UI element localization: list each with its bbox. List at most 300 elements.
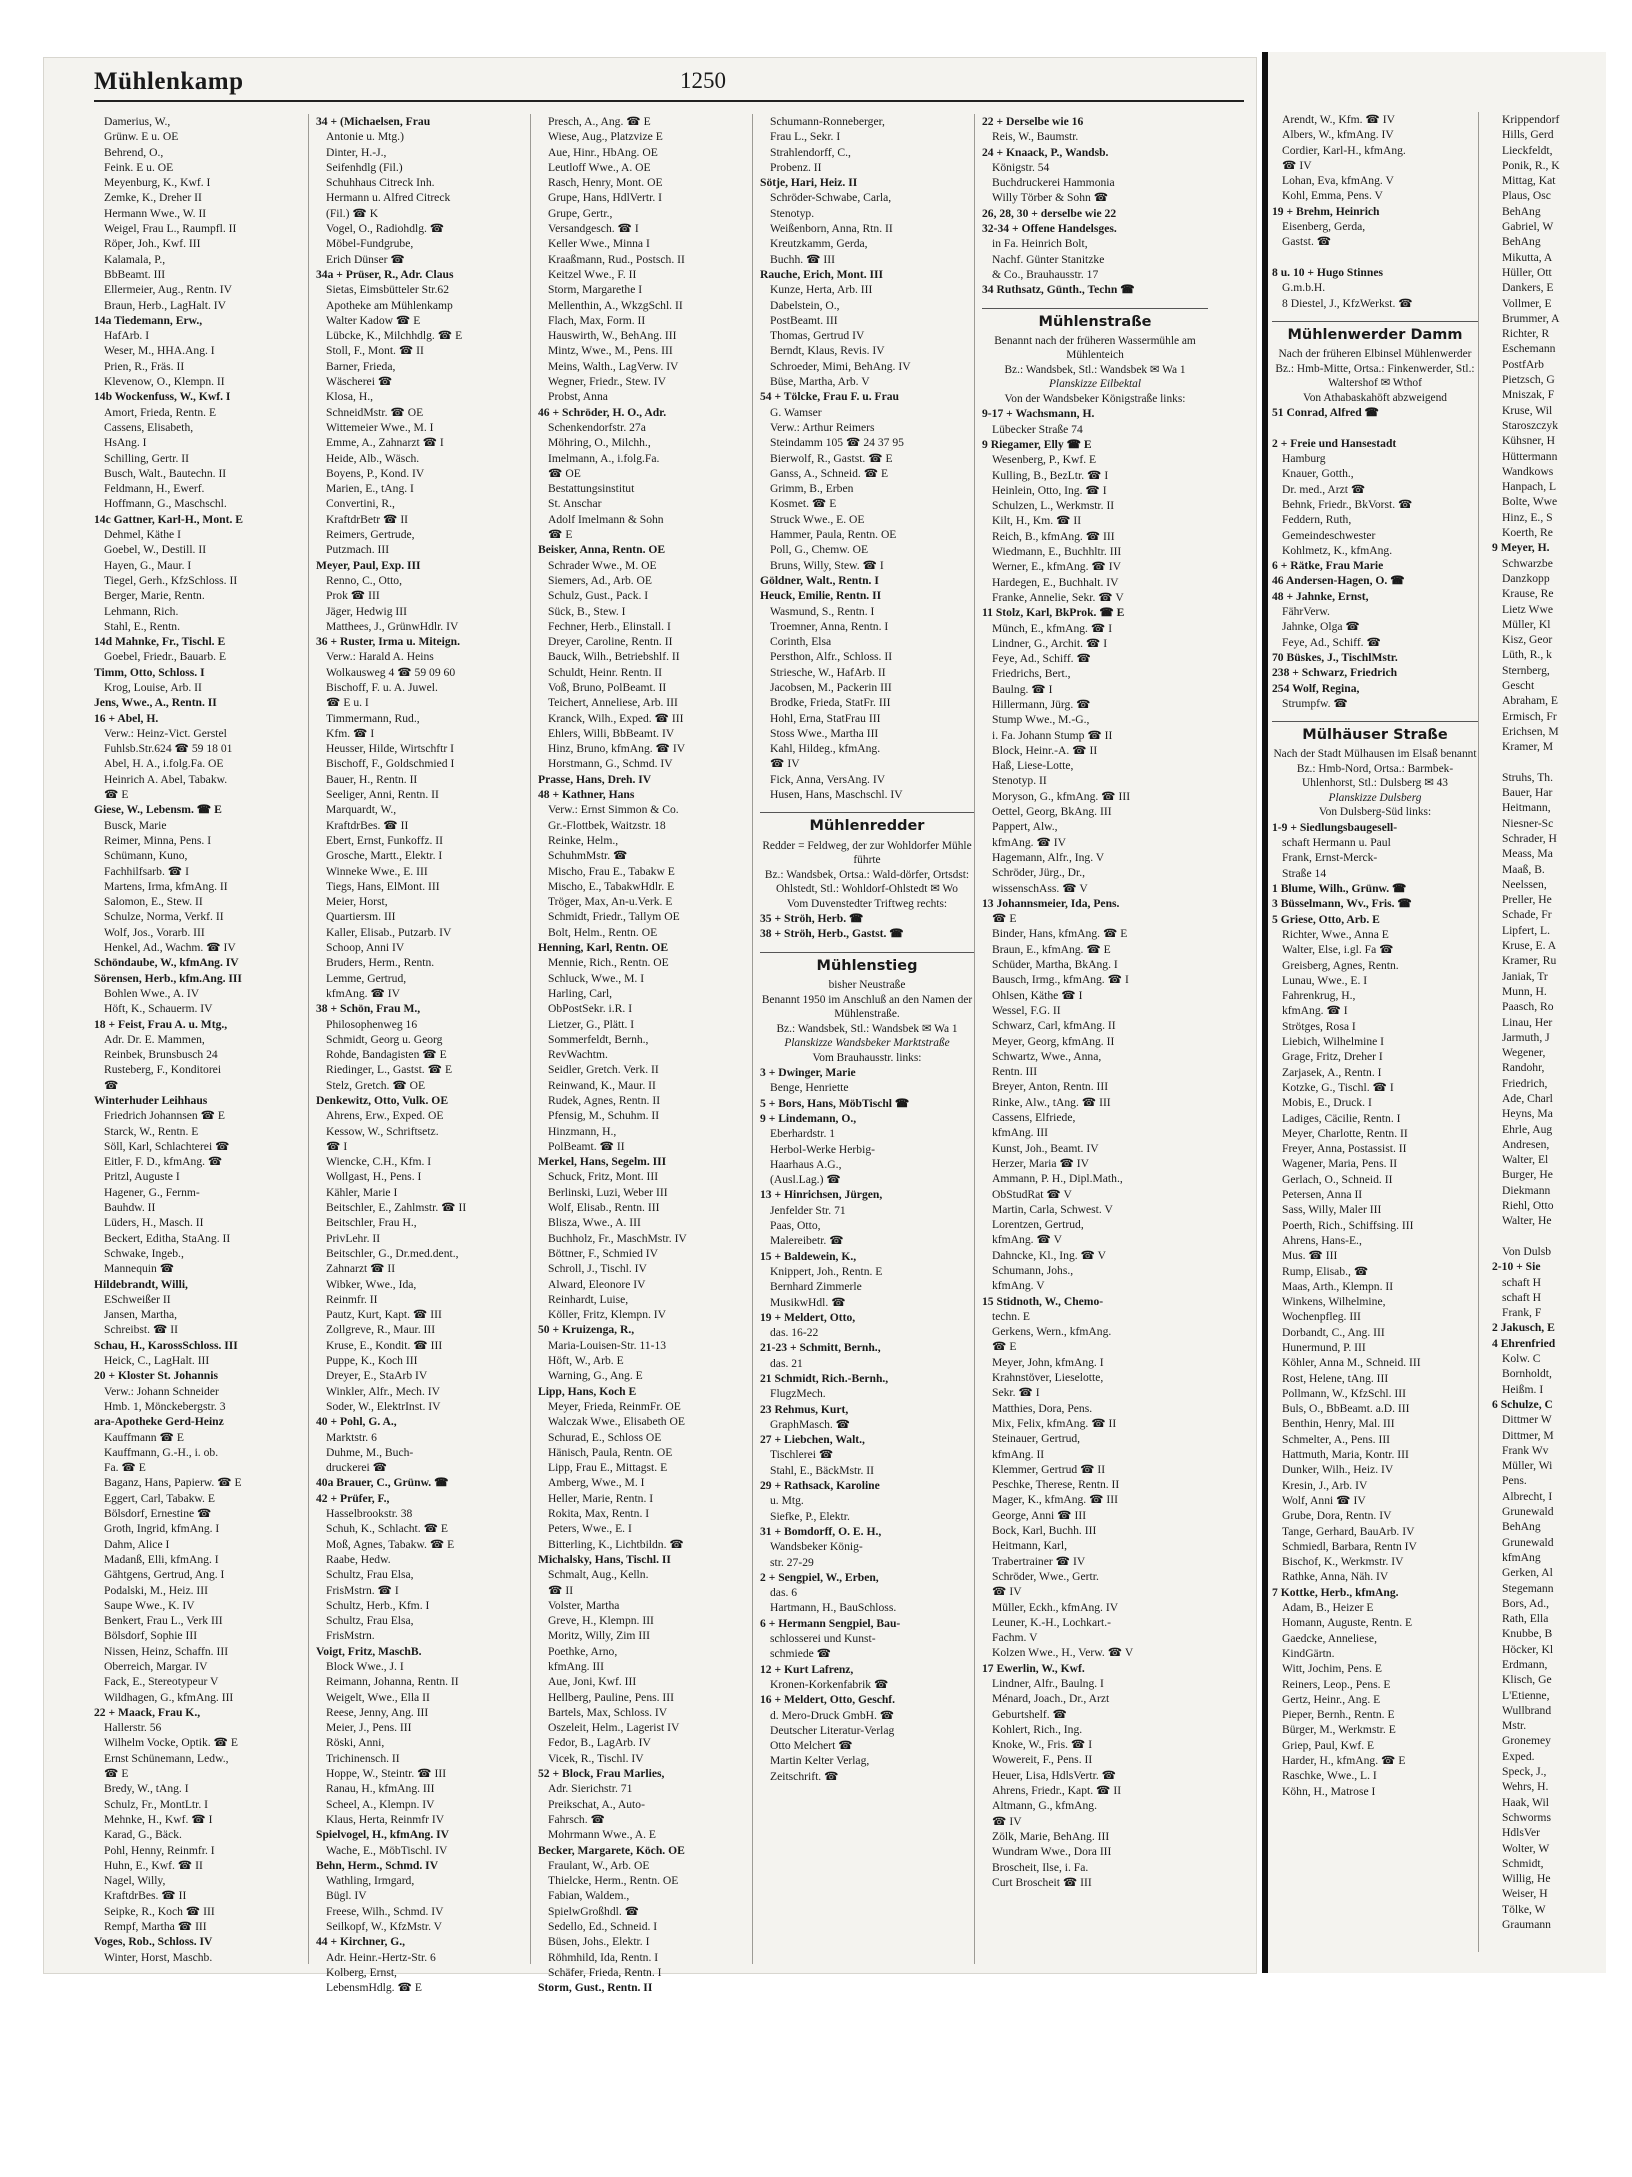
resident-entry: Maaß, B. bbox=[1502, 862, 1545, 876]
resident-entry: Reinwand, K., Maur. II bbox=[548, 1078, 656, 1092]
resident-entry: Feye, Ad., Schiff. ☎ bbox=[1282, 635, 1381, 649]
resident-entry: Probenz. II bbox=[770, 160, 822, 174]
resident-entry: Bernhard Zimmerle bbox=[770, 1280, 862, 1294]
resident-entry: ☎ IV bbox=[992, 1585, 1022, 1599]
resident-entry: Ladiges, Cäcilie, Rentn. I bbox=[1282, 1111, 1401, 1125]
resident-entry: Kohlmetz, K., kfmAng. bbox=[1282, 543, 1393, 557]
resident-entry: Schmidt, bbox=[1502, 1856, 1544, 1870]
directory-page bbox=[44, 58, 1256, 1995]
resident-entry: HafArb. I bbox=[104, 329, 150, 343]
resident-entry: Pfensig, M., Schuhm. II bbox=[548, 1109, 660, 1123]
resident-entry: Grunewald bbox=[1502, 1535, 1554, 1549]
resident-entry: Wiese, Aug., Platzvize E bbox=[548, 130, 663, 144]
resident-entry: Gastst. ☎ bbox=[1282, 235, 1332, 249]
resident-entry: Richter, R bbox=[1502, 327, 1550, 341]
house-number-entry: 238 + Schwarz, Friedrich bbox=[1272, 666, 1398, 680]
resident-entry: Lehmann, Rich. bbox=[104, 604, 179, 618]
resident-entry: Hammer, Paula, Rentn. OE bbox=[770, 528, 897, 542]
resident-entry: Convertini, R., bbox=[326, 497, 395, 511]
resident-entry: Danzkopp bbox=[1502, 571, 1550, 585]
resident-entry: Probst, Anna bbox=[548, 390, 608, 404]
resident-entry: Rinke, Alw., tAng. ☎ III bbox=[992, 1095, 1111, 1109]
house-number-entry: 36 + Ruster, Irma u. Miteign. bbox=[316, 635, 461, 649]
resident-entry: Kilt, H., Km. ☎ II bbox=[992, 514, 1082, 528]
resident-entry: Lietzer, G., Plätt. I bbox=[548, 1017, 635, 1031]
resident-entry: Reimer, Minna, Pens. I bbox=[104, 833, 212, 847]
resident-entry: Damerius, W., bbox=[104, 115, 171, 128]
resident-entry: Höcker, Kl bbox=[1502, 1642, 1554, 1656]
resident-entry: Beitschler, E., Zahlmstr. ☎ II bbox=[326, 1201, 467, 1215]
house-number-entry: 19 + Meldert, Otto, bbox=[760, 1310, 856, 1324]
resident-entry: Rathke, Anna, Näh. IV bbox=[1282, 1570, 1389, 1584]
house-number-entry: 24 + Knaack, P., Wandsb. bbox=[982, 145, 1109, 159]
house-number-entry: 48 + Kathner, Hans bbox=[538, 788, 635, 802]
resident-entry: Winter, Horst, Maschb. bbox=[104, 1950, 213, 1964]
resident-entry: KraftdrBetr ☎ II bbox=[326, 512, 409, 526]
resident-entry: Versandgesch. ☎ I bbox=[548, 222, 639, 236]
resident-entry: Meass, Ma bbox=[1502, 847, 1553, 861]
resident-entry: ObStudRat ☎ V bbox=[992, 1187, 1072, 1201]
resident-entry: Wollgast, H., Pens. I bbox=[326, 1170, 422, 1184]
house-number-entry: Heuck, Emilie, Rentn. II bbox=[760, 589, 882, 603]
street-description: Nach der früheren Elbinsel Mühlenwerder bbox=[1278, 348, 1472, 361]
resident-entry: Reich, B., kfmAng. ☎ III bbox=[992, 529, 1115, 543]
resident-entry: Kunst, Joh., Beamt. IV bbox=[992, 1141, 1099, 1155]
resident-entry: Gertz, Heinr., Ang. E bbox=[1282, 1692, 1381, 1706]
resident-entry: SchuhmMstr. ☎ bbox=[548, 849, 628, 863]
resident-entry: Seidler, Gretch. Verk. II bbox=[548, 1063, 659, 1077]
house-number-entry: 3 Büsselmann, Wv., Fris. ☎ bbox=[1272, 897, 1412, 911]
resident-entry: Oettel, Georg, BkAng. III bbox=[992, 805, 1112, 819]
resident-entry: Wolf, Jos., Vorarb. III bbox=[104, 925, 205, 939]
page-header bbox=[94, 66, 1244, 102]
resident-entry: Rohde, Bandagisten ☎ E bbox=[326, 1048, 447, 1062]
resident-entry: Schröder-Schwabe, Carla, bbox=[770, 191, 892, 205]
resident-entry: Erdmann, bbox=[1502, 1657, 1548, 1671]
resident-entry: Storm, Margarethe I bbox=[548, 283, 643, 297]
resident-entry: Berger, Marie, Rentn. bbox=[104, 589, 205, 603]
resident-entry: Hagemann, Alfr., Ing. V bbox=[992, 850, 1105, 864]
resident-entry: Stelz, Gretch. ☎ OE bbox=[326, 1078, 426, 1092]
resident-entry: Lipp, Frau E., Mittagst. E bbox=[548, 1461, 668, 1475]
resident-entry: Kohl, Emma, Pens. V bbox=[1282, 189, 1383, 203]
resident-entry: Jarmuth, J bbox=[1502, 1030, 1550, 1044]
resident-entry: Buchholz, Fr., MaschMstr. IV bbox=[548, 1231, 687, 1245]
house-number-entry: 14b Wockenfuss, W., Kwf. I bbox=[94, 390, 231, 404]
resident-entry: Munn, H. bbox=[1502, 984, 1547, 998]
resident-entry: Hillermann, Jürg. ☎ bbox=[992, 698, 1091, 711]
resident-entry: Lorentzen, Gertrud, bbox=[992, 1218, 1084, 1232]
resident-entry: Grimm, B., Erben bbox=[770, 482, 854, 496]
house-number-entry: 34 + (Michaelsen, Frau bbox=[316, 115, 431, 128]
resident-entry: Alward, Eleonore IV bbox=[548, 1277, 646, 1291]
resident-entry: Bischoff, F. u. A. Juwel. bbox=[326, 680, 438, 694]
resident-entry: Gr.-Flottbek, Waitzstr. 18 bbox=[548, 818, 666, 832]
resident-entry: Lüders, H., Masch. II bbox=[104, 1216, 204, 1230]
resident-entry: Bruders, Herm., Rentn. bbox=[326, 956, 435, 970]
resident-entry: Schäfer, Frieda, Rentn. I bbox=[548, 1965, 662, 1979]
resident-entry: Abraham, E bbox=[1502, 694, 1559, 708]
house-number-entry: 5 + Bors, Hans, MöbTischl ☎ bbox=[760, 1096, 910, 1110]
directory-column-2 bbox=[316, 114, 531, 1995]
resident-entry: Mischo, Frau E., Tabakw E bbox=[548, 864, 675, 878]
resident-entry: ☎ II bbox=[548, 1583, 574, 1597]
resident-entry: Hasselbrookstr. 38 bbox=[326, 1507, 413, 1521]
resident-entry: Freyer, Anna, Postassist. II bbox=[1282, 1142, 1407, 1156]
house-number-entry: 19 + Brehm, Heinrich bbox=[1272, 204, 1380, 218]
resident-entry: G. Wamser bbox=[770, 405, 822, 419]
resident-entry: Rost, Helene, tAng. III bbox=[1282, 1371, 1389, 1385]
resident-entry: Preller, He bbox=[1502, 893, 1552, 907]
resident-entry: Friedrich Johannsen ☎ E bbox=[104, 1109, 226, 1123]
house-number-entry: Lipp, Hans, Koch E bbox=[538, 1384, 637, 1398]
resident-entry: Wolf, Elisab., Rentn. III bbox=[548, 1201, 660, 1215]
resident-entry: Strumpfw. ☎ bbox=[1282, 696, 1348, 710]
resident-entry: Jenfelder Str. 71 bbox=[770, 1203, 846, 1217]
resident-entry: Wegner, Friedr., Stew. IV bbox=[548, 375, 666, 389]
resident-entry: Wiencke, C.H., Kfm. I bbox=[326, 1155, 432, 1169]
resident-entry: Meyenburg, K., Kwf. I bbox=[104, 176, 211, 190]
resident-entry: Mannequin ☎ bbox=[104, 1262, 175, 1276]
resident-entry: Schuck, Fritz, Mont. III bbox=[548, 1170, 659, 1184]
resident-entry: Schrader Wwe., M. OE bbox=[548, 558, 657, 572]
house-number-entry: 35 + Ströh, Herb. ☎ bbox=[760, 912, 864, 926]
resident-entry: Raabe, Hedw. bbox=[326, 1552, 391, 1566]
resident-entry: Tiegs, Hans, ElMont. III bbox=[326, 879, 440, 893]
resident-entry: Groth, Ingrid, kfmAng. I bbox=[104, 1522, 220, 1536]
resident-entry: Schade, Fr bbox=[1502, 908, 1552, 922]
resident-entry: St. Anschar bbox=[548, 497, 602, 511]
house-number-entry: 40 + Pohl, G. A., bbox=[316, 1415, 397, 1429]
house-number-entry: Meyer, Paul, Exp. III bbox=[316, 558, 421, 572]
resident-entry: Büse, Martha, Arb. V bbox=[770, 375, 870, 389]
resident-entry: Adr. Sierichstr. 71 bbox=[548, 1782, 633, 1796]
resident-entry: Wagener, Maria, Pens. II bbox=[1282, 1157, 1398, 1171]
resident-entry: Maas, Arth., Klempn. II bbox=[1282, 1279, 1394, 1293]
resident-entry: Goebel, Friedr., Bauarb. E bbox=[104, 650, 227, 664]
resident-entry: Bartels, Max, Schloss. IV bbox=[548, 1705, 668, 1719]
resident-entry: kfmAng. ☎ IV bbox=[326, 986, 401, 1000]
resident-entry: Nissen, Heinz, Schaffn. III bbox=[104, 1644, 229, 1658]
resident-entry: Kahl, Hildeg., kfmAng. bbox=[770, 742, 881, 756]
street-section-title: Mühlenstieg bbox=[760, 952, 974, 974]
resident-entry: Liebich, Wilhelmine I bbox=[1282, 1035, 1385, 1049]
resident-entry: Rath, Ella bbox=[1502, 1612, 1549, 1626]
resident-entry: Meier, Horst, bbox=[326, 895, 388, 909]
resident-entry: KraftdrBes. ☎ II bbox=[326, 818, 409, 832]
house-number-entry: 13 Johannsmeier, Ida, Pens. bbox=[982, 896, 1120, 910]
resident-entry: Eberhardstr. 1 bbox=[770, 1127, 836, 1141]
street-description: Bz.: Wandsbek, Ortsa.: Wald-dörfer, Ortsdst: Ohlstedt, Stl.: Wohldorf-Ohlstedt ✉ Wo bbox=[764, 868, 970, 896]
resident-entry: Kreutzkamm, Gerda, bbox=[770, 237, 868, 251]
house-number-entry: 31 + Bomdorff, O. E. H., bbox=[760, 1524, 882, 1538]
resident-entry: Rasch, Henry, Mont. OE bbox=[548, 176, 663, 190]
resident-entry: Fahrenkrug, H., bbox=[1282, 989, 1356, 1003]
resident-entry: Kähler, Marie I bbox=[326, 1185, 398, 1199]
resident-entry: Frank, Ernst-Merck- bbox=[1282, 851, 1378, 865]
resident-entry: Berlinski, Luzi, Weber III bbox=[548, 1185, 668, 1199]
resident-entry: Henkel, Ad., Wachm. ☎ IV bbox=[104, 941, 236, 955]
house-number-entry: 46 Andersen-Hagen, O. ☎ bbox=[1272, 574, 1405, 588]
resident-entry: techn. E bbox=[992, 1309, 1030, 1323]
resident-entry: Grosche, Martt., Elektr. I bbox=[326, 849, 443, 863]
street-description: Redder = Feldweg, der zur Wohldorfer Mühle führte bbox=[762, 839, 972, 867]
resident-entry: Kfm. ☎ I bbox=[326, 726, 375, 740]
resident-entry: KraftdrBes. ☎ II bbox=[104, 1889, 187, 1903]
resident-entry: Curt Broscheit ☎ III bbox=[992, 1875, 1092, 1889]
house-number-entry: Sörensen, Herb., kfm.Ang. III bbox=[94, 971, 242, 985]
house-number-entry: 48 + Jahnke, Ernst, bbox=[1272, 589, 1369, 603]
house-number-entry: 9 + Lindemann, O., bbox=[760, 1111, 857, 1125]
house-number-entry: 21 Schmidt, Rich.-Bernh., bbox=[760, 1371, 889, 1385]
resident-entry: Heide, Alb., Wäsch. bbox=[326, 451, 420, 465]
resident-entry: Wehrs, H. bbox=[1502, 1780, 1549, 1794]
resident-entry: Schoop, Anni IV bbox=[326, 941, 405, 955]
resident-entry: Walczak Wwe., Elisabeth OE bbox=[548, 1415, 685, 1429]
house-number-entry: Schau, H., KarossSchloss. III bbox=[94, 1338, 238, 1352]
resident-entry: Heinrich A. Abel, Tabakw. bbox=[104, 772, 228, 786]
resident-entry: Krog, Louise, Arb. II bbox=[104, 680, 202, 694]
street-section-title: Mühlenredder bbox=[760, 812, 974, 834]
resident-entry: Jansen, Martha, bbox=[104, 1308, 178, 1322]
house-number-entry: Hildebrandt, Willi, bbox=[94, 1277, 188, 1291]
resident-entry: Timmermann, Rud., bbox=[326, 711, 420, 725]
resident-entry: Schmiedl, Barbara, Rentn IV bbox=[1282, 1539, 1417, 1553]
resident-entry: FährVerw. bbox=[1282, 605, 1330, 619]
resident-entry: Mehnke, H., Kwf. ☎ I bbox=[104, 1812, 213, 1826]
resident-entry: Adolf Imelmann & Sohn bbox=[548, 512, 664, 526]
house-number-entry: 34a + Prüser, R., Adr. Claus bbox=[316, 267, 454, 281]
resident-entry: Meier, J., Pens. III bbox=[326, 1721, 412, 1735]
house-number-entry: Göldner, Walt., Rentn. I bbox=[760, 573, 879, 587]
resident-entry: kfmAng. V bbox=[992, 1279, 1045, 1293]
resident-entry: Schmelter, A., Pens. III bbox=[1282, 1432, 1391, 1446]
resident-entry: Kolberg, Ernst, bbox=[326, 1965, 397, 1979]
resident-entry: Niesner-Sc bbox=[1502, 816, 1554, 830]
resident-entry: Bredy, W., tAng. I bbox=[104, 1782, 189, 1796]
resident-entry: Keller Wwe., Minna I bbox=[548, 237, 650, 251]
street-description: Benannt 1950 im Anschluß an den Namen der Mühlenstraße. bbox=[761, 993, 973, 1021]
resident-entry: kfmAng. ☎ V bbox=[992, 1233, 1062, 1247]
resident-entry: Lieckfeldt, bbox=[1502, 143, 1553, 157]
resident-entry: Flach, Max, Form. II bbox=[548, 313, 646, 327]
resident-entry: Zollgreve, R., Maur. III bbox=[326, 1323, 436, 1337]
house-number-entry: 20 + Kloster St. Johannis bbox=[94, 1369, 218, 1383]
resident-entry: FlugzMech. bbox=[770, 1387, 826, 1401]
resident-entry: Bitterling, K., Lichtbildn. ☎ bbox=[548, 1537, 684, 1551]
resident-entry: Schuldt, Heinr. Rentn. II bbox=[548, 665, 662, 679]
resident-entry: Sass, Willy, Maler III bbox=[1282, 1203, 1382, 1217]
resident-entry: Broscheit, Ilse, i. Fa. bbox=[992, 1860, 1089, 1874]
resident-entry: Sück, B., Stew. I bbox=[548, 604, 626, 618]
resident-entry: Siemers, Ad., Arb. OE bbox=[548, 573, 653, 587]
house-number-entry: Voges, Rob., Schloss. IV bbox=[94, 1935, 213, 1949]
resident-entry: Kotzke, G., Tischl. ☎ I bbox=[1282, 1080, 1394, 1094]
resident-entry bbox=[1492, 1229, 1632, 1244]
resident-entry: Bors, Ad., bbox=[1502, 1596, 1550, 1610]
resident-entry: (Fil.) ☎ K bbox=[326, 206, 379, 220]
resident-entry: Plaus, Osc bbox=[1502, 189, 1551, 203]
resident-entry: Schrader, H bbox=[1502, 831, 1557, 845]
house-number-entry: 40a Brauer, C., Grünw. ☎ bbox=[316, 1476, 449, 1490]
resident-entry: Klosa, H., bbox=[326, 390, 374, 404]
resident-entry: Hoppe, W., Steintr. ☎ III bbox=[326, 1767, 447, 1781]
resident-entry: Dinter, H.-J., bbox=[326, 145, 387, 159]
resident-entry: Busch, Walt., Bautechn. II bbox=[104, 466, 227, 480]
resident-entry: Vollmer, E bbox=[1502, 296, 1552, 310]
resident-entry: Kresin, J., Arb. IV bbox=[1282, 1478, 1368, 1492]
resident-entry: SchneidMstr. ☎ OE bbox=[326, 405, 424, 419]
adjacent-page bbox=[1262, 52, 1606, 1973]
resident-entry: Weigelt, Wwe., Ella II bbox=[326, 1690, 430, 1704]
resident-entry: kfmAng. III bbox=[548, 1659, 605, 1673]
resident-entry: Münch, E., kfmAng. ☎ I bbox=[992, 621, 1113, 635]
house-number-entry: Winterhuder Leihhaus bbox=[94, 1094, 208, 1107]
resident-entry: Geburtshelf. ☎ bbox=[992, 1707, 1067, 1721]
house-number-entry: 7 Kottke, Herb., kfmAng. bbox=[1272, 1585, 1399, 1599]
resident-entry: Benkert, Frau L., Verk III bbox=[104, 1614, 223, 1628]
resident-entry: Walter Kadow ☎ E bbox=[326, 313, 421, 327]
resident-entry: Reese, Jenny, Ang. III bbox=[326, 1705, 429, 1719]
resident-entry: Sedello, Ed., Schneid. I bbox=[548, 1920, 658, 1934]
resident-entry: Weißenborn, Anna, Rtn. II bbox=[770, 222, 893, 236]
resident-entry: Heitmann, bbox=[1502, 801, 1551, 815]
resident-entry: Stenotyp. II bbox=[992, 774, 1047, 788]
resident-entry: Hallerstr. 56 bbox=[104, 1721, 162, 1735]
resident-entry: druckerei ☎ bbox=[326, 1461, 388, 1475]
resident-entry: Erichsen, M bbox=[1502, 724, 1559, 738]
resident-entry: Müller, Wi bbox=[1502, 1459, 1553, 1473]
street-description: Bz.: Wandsbek, Stl.: Wandsbek ✉ Wa 1 bbox=[776, 1022, 958, 1035]
resident-entry: Block Wwe., J. I bbox=[326, 1659, 404, 1673]
resident-entry: Buchh. ☎ III bbox=[770, 252, 835, 266]
resident-entry: Lemme, Gertrud, bbox=[326, 971, 407, 985]
resident-entry: Feldmann, H., Ewerf. bbox=[104, 482, 205, 496]
resident-entry: Bügl. IV bbox=[326, 1889, 367, 1903]
house-number-entry: 50 + Kruizenga, R., bbox=[538, 1323, 635, 1337]
resident-entry: ☎ bbox=[104, 1078, 119, 1092]
resident-entry: Grünw. E u. OE bbox=[104, 130, 179, 144]
resident-entry: Ernst Schünemann, Ledw., bbox=[104, 1751, 229, 1765]
house-number-entry: 44 + Kirchner, G., bbox=[316, 1935, 406, 1949]
resident-entry: Rudek, Agnes, Rentn. II bbox=[548, 1094, 661, 1107]
resident-entry: Oberreich, Margar. IV bbox=[104, 1659, 208, 1673]
resident-entry: Köller, Fritz, Klempn. IV bbox=[548, 1308, 667, 1322]
resident-entry: G.m.b.H. bbox=[1282, 281, 1326, 295]
resident-entry: Heller, Marie, Rentn. I bbox=[548, 1491, 654, 1505]
resident-entry: Apotheke am Mühlenkamp bbox=[326, 298, 453, 312]
resident-entry: kfmAng bbox=[1502, 1550, 1541, 1564]
resident-entry: Leuner, K.-H., Lochkart.- bbox=[992, 1615, 1111, 1629]
resident-entry: Cassens, Elfriede, bbox=[992, 1111, 1076, 1125]
resident-entry: Fachm. V bbox=[992, 1631, 1038, 1645]
resident-entry: Feye, Ad., Schiff. ☎ bbox=[992, 652, 1091, 666]
resident-entry: Haak, Wil bbox=[1502, 1795, 1549, 1809]
resident-entry: Reinbek, Brunsbusch 24 bbox=[104, 1048, 218, 1062]
resident-entry: Poll, G., Chemw. OE bbox=[770, 543, 869, 557]
house-number-entry: 15 Stidnoth, W., Chemo- bbox=[982, 1294, 1104, 1308]
resident-entry: Schroeder, Mimi, BehAng. IV bbox=[770, 359, 911, 373]
resident-entry: Eisenberg, Gerda, bbox=[1282, 220, 1366, 234]
resident-entry: Poerth, Rich., Schiffsing. III bbox=[1282, 1218, 1414, 1232]
resident-entry: Mniszak, F bbox=[1502, 388, 1555, 402]
resident-entry: Mager, K., kfmAng. ☎ III bbox=[992, 1493, 1119, 1507]
street-description: Bz.: Wandsbek, Stl.: Wandsbek ✉ Wa 1 bbox=[1004, 363, 1186, 376]
resident-entry: Schröder, Wwe., Gertr. bbox=[992, 1569, 1099, 1583]
resident-entry: Ehrle, Aug bbox=[1502, 1122, 1553, 1136]
resident-entry: George, Anni ☎ III bbox=[992, 1508, 1087, 1522]
resident-entry: Homann, Auguste, Rentn. E bbox=[1282, 1616, 1413, 1630]
resident-entry: Kauffmann ☎ E bbox=[104, 1430, 184, 1444]
resident-entry: Steinauer, Gertrud, bbox=[992, 1432, 1081, 1446]
resident-entry: Klevenow, O., Klempn. II bbox=[104, 375, 225, 389]
resident-entry: Ehlers, Willi, BbBeamt. IV bbox=[548, 726, 675, 740]
resident-entry: i. Fa. Johann Stump ☎ II bbox=[992, 728, 1113, 742]
resident-entry: Preikschat, A., Auto- bbox=[548, 1797, 645, 1811]
resident-entry: Marien, E., tAng. I bbox=[326, 482, 414, 496]
resident-entry: Albers, W., kfmAng. IV bbox=[1282, 128, 1394, 142]
resident-entry: LebensmHdlg. ☎ E bbox=[326, 1981, 422, 1995]
resident-entry: Pautz, Kurt, Kapt. ☎ III bbox=[326, 1308, 442, 1322]
resident-entry: Wundram Wwe., Dora III bbox=[992, 1845, 1112, 1859]
resident-entry: Cassens, Elisabeth, bbox=[104, 420, 194, 434]
resident-entry: Hüller, Ott bbox=[1502, 265, 1552, 279]
resident-entry: Wandsbeker König- bbox=[770, 1540, 863, 1554]
resident-entry: Dehmel, Käthe I bbox=[104, 528, 181, 542]
street-section-title: Mühlenstraße bbox=[982, 308, 1208, 330]
resident-entry: HdlsVer bbox=[1502, 1826, 1540, 1840]
resident-entry: Lohan, Eva, kfmAng. V bbox=[1282, 174, 1394, 188]
house-number-entry: 27 + Liebchen, Walt., bbox=[760, 1433, 865, 1447]
resident-entry: Kauffmann, G.-H., i. ob. bbox=[104, 1445, 219, 1459]
resident-entry: Meins, Walth., LagVerw. IV bbox=[548, 359, 679, 373]
resident-entry: Pietzsch, G bbox=[1502, 373, 1555, 387]
resident-entry: RevWachtm. bbox=[548, 1048, 608, 1062]
resident-entry: Benge, Henriette bbox=[770, 1081, 849, 1095]
directory-column-3 bbox=[538, 114, 753, 1995]
resident-entry: Ménard, Joach., Dr., Arzt bbox=[992, 1692, 1110, 1706]
resident-entry: Stegemann bbox=[1502, 1581, 1554, 1595]
resident-entry: Brodke, Frieda, StatFr. III bbox=[770, 696, 891, 710]
resident-entry: Schreibst. ☎ II bbox=[104, 1323, 179, 1337]
resident-entry: Wache, E., MöbTischl. IV bbox=[326, 1843, 448, 1857]
resident-entry: Prien, R., Fräs. II bbox=[104, 359, 185, 373]
resident-entry: schaft Hermann u. Paul bbox=[1282, 836, 1391, 850]
resident-entry: Heitmann, Karl, bbox=[992, 1539, 1068, 1553]
resident-entry: Kalamala, P., bbox=[104, 252, 166, 266]
resident-entry: Bölsdorf, Sophie III bbox=[104, 1629, 198, 1643]
resident-entry: Berndt, Klaus, Revis. IV bbox=[770, 344, 885, 358]
house-number-entry: 8 u. 10 + Hugo Stinnes bbox=[1272, 265, 1383, 279]
street-heading: Mühlenkamp bbox=[94, 68, 244, 95]
resident-entry: Bischoff, F., Goldschmied I bbox=[326, 757, 455, 771]
resident-entry: Hmb. 1, Mönckebergstr. 3 bbox=[104, 1399, 226, 1413]
resident-entry: Behrend, O., bbox=[104, 145, 164, 159]
resident-entry: Verw.: Ernst Simmon & Co. bbox=[548, 803, 679, 817]
resident-entry: Hellberg, Pauline, Pens. III bbox=[548, 1690, 675, 1704]
house-number-entry: Giese, W., Lebensm. ☎ E bbox=[94, 803, 222, 817]
house-number-entry: 13 + Hinrichsen, Jürgen, bbox=[760, 1188, 883, 1202]
house-number-entry: 14c Gattner, Karl-H., Mont. E bbox=[94, 512, 243, 526]
resident-entry: Vogel, O., Radiohdlg. ☎ bbox=[326, 222, 445, 236]
resident-entry: Grage, Fritz, Dreher I bbox=[1282, 1050, 1383, 1064]
resident-entry: BehAng bbox=[1502, 204, 1541, 218]
house-number-entry: Merkel, Hans, Segelm. III bbox=[538, 1155, 667, 1169]
house-number-entry: Spielvogel, H., kfmAng. IV bbox=[316, 1828, 450, 1842]
resident-entry: Imelmann, A., i.folg.Fa. bbox=[548, 451, 660, 465]
resident-entry: Peschke, Therese, Rentn. II bbox=[992, 1478, 1120, 1492]
resident-entry: L'Etienne, bbox=[1502, 1688, 1550, 1702]
